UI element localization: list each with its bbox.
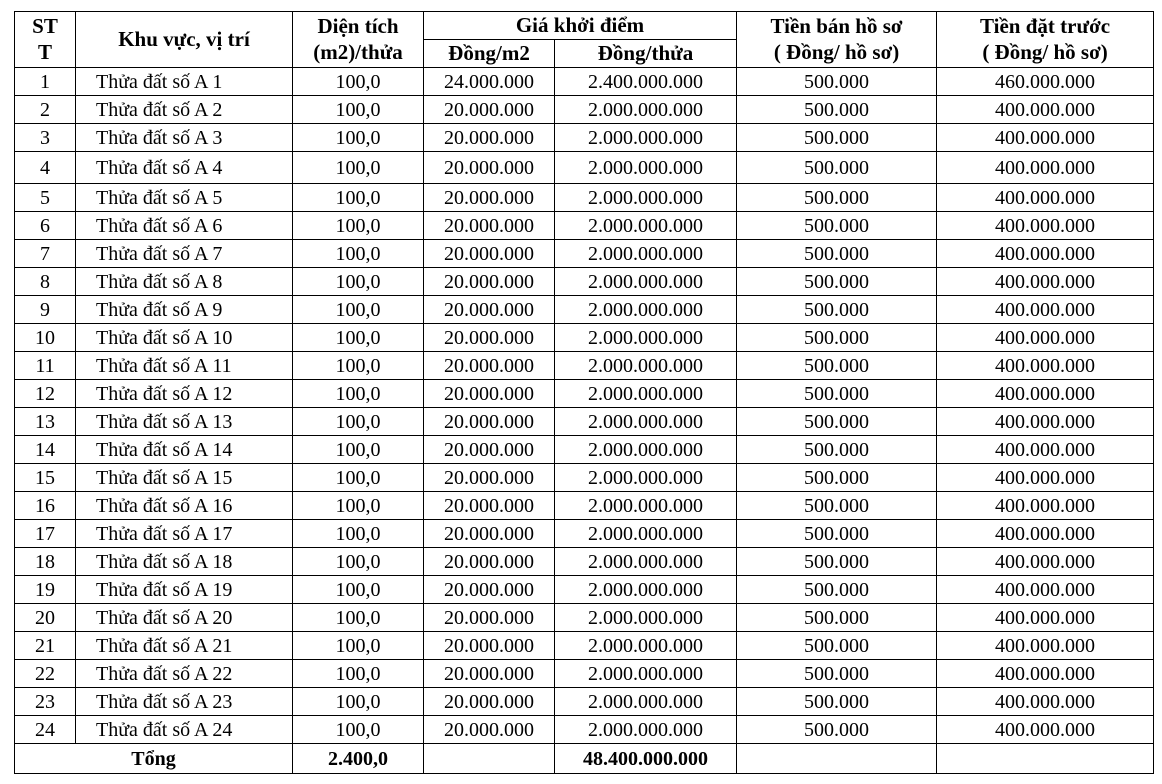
header-price-per-plot: Đồng/thửa bbox=[555, 40, 737, 68]
cell-fee: 500.000 bbox=[737, 660, 937, 688]
cell-area: 100,0 bbox=[293, 604, 424, 632]
cell-price-m2: 20.000.000 bbox=[424, 212, 555, 240]
cell-fee: 500.000 bbox=[737, 268, 937, 296]
cell-deposit: 400.000.000 bbox=[937, 688, 1154, 716]
cell-stt: 18 bbox=[15, 548, 76, 576]
table-row bbox=[15, 324, 1154, 352]
cell-fee: 500.000 bbox=[737, 96, 937, 124]
cell-fee: 500.000 bbox=[737, 68, 937, 96]
cell-location: Thửa đất số A 8 bbox=[76, 268, 293, 296]
cell-fee: 500.000 bbox=[737, 576, 937, 604]
cell-location: Thửa đất số A 4 bbox=[76, 152, 293, 184]
cell-price-m2: 20.000.000 bbox=[424, 408, 555, 436]
cell-location: Thửa đất số A 21 bbox=[76, 632, 293, 660]
cell-stt: 17 bbox=[15, 520, 76, 548]
cell-area: 100,0 bbox=[293, 688, 424, 716]
cell-location: Thửa đất số A 1 bbox=[76, 68, 293, 96]
table-row bbox=[15, 632, 1154, 660]
cell-fee: 500.000 bbox=[737, 152, 937, 184]
table-row bbox=[15, 296, 1154, 324]
cell-area: 100,0 bbox=[293, 296, 424, 324]
header-area bbox=[293, 12, 424, 68]
cell-price-m2: 20.000.000 bbox=[424, 604, 555, 632]
cell-fee: 500.000 bbox=[737, 240, 937, 268]
total-row bbox=[15, 744, 1154, 774]
cell-area: 100,0 bbox=[293, 716, 424, 744]
cell-area: 100,0 bbox=[293, 152, 424, 184]
header-fee-line2: ( Đồng/ hồ sơ) bbox=[773, 39, 900, 64]
cell-stt: 12 bbox=[15, 380, 76, 408]
cell-deposit: 400.000.000 bbox=[937, 576, 1154, 604]
cell-location: Thửa đất số A 12 bbox=[76, 380, 293, 408]
cell-stt: 23 bbox=[15, 688, 76, 716]
cell-area: 100,0 bbox=[293, 436, 424, 464]
table-row bbox=[15, 380, 1154, 408]
total-price-m2 bbox=[424, 744, 555, 774]
cell-price-m2: 20.000.000 bbox=[424, 324, 555, 352]
cell-area: 100,0 bbox=[293, 660, 424, 688]
cell-deposit: 400.000.000 bbox=[937, 492, 1154, 520]
cell-price-plot: 2.000.000.000 bbox=[555, 268, 737, 296]
cell-price-m2: 20.000.000 bbox=[424, 296, 555, 324]
cell-price-m2: 24.000.000 bbox=[424, 68, 555, 96]
cell-stt: 16 bbox=[15, 492, 76, 520]
cell-location: Thửa đất số A 15 bbox=[76, 464, 293, 492]
table-row bbox=[15, 408, 1154, 436]
cell-deposit: 400.000.000 bbox=[937, 520, 1154, 548]
header-fee-line1: Tiền bán hồ sơ bbox=[770, 14, 903, 39]
cell-deposit: 400.000.000 bbox=[937, 184, 1154, 212]
cell-location: Thửa đất số A 11 bbox=[76, 352, 293, 380]
cell-price-plot: 2.000.000.000 bbox=[555, 324, 737, 352]
table-row bbox=[15, 604, 1154, 632]
cell-deposit: 400.000.000 bbox=[937, 604, 1154, 632]
cell-fee: 500.000 bbox=[737, 436, 937, 464]
table-row bbox=[15, 124, 1154, 152]
cell-price-plot: 2.000.000.000 bbox=[555, 184, 737, 212]
cell-price-plot: 2.000.000.000 bbox=[555, 688, 737, 716]
cell-deposit: 400.000.000 bbox=[937, 296, 1154, 324]
cell-location: Thửa đất số A 18 bbox=[76, 548, 293, 576]
cell-price-m2: 20.000.000 bbox=[424, 240, 555, 268]
cell-location: Thửa đất số A 20 bbox=[76, 604, 293, 632]
cell-price-plot: 2.000.000.000 bbox=[555, 240, 737, 268]
table-row bbox=[15, 520, 1154, 548]
cell-deposit: 400.000.000 bbox=[937, 548, 1154, 576]
table-row bbox=[15, 716, 1154, 744]
table-row bbox=[15, 464, 1154, 492]
table-row bbox=[15, 660, 1154, 688]
cell-area: 100,0 bbox=[293, 268, 424, 296]
header-deposit-line2: ( Đồng/ hồ sơ) bbox=[982, 39, 1108, 64]
cell-price-plot: 2.000.000.000 bbox=[555, 660, 737, 688]
header-area-line2: (m2)/thửa bbox=[313, 39, 403, 64]
cell-price-m2: 20.000.000 bbox=[424, 660, 555, 688]
cell-area: 100,0 bbox=[293, 492, 424, 520]
total-fee bbox=[737, 744, 937, 774]
cell-price-m2: 20.000.000 bbox=[424, 520, 555, 548]
cell-price-plot: 2.000.000.000 bbox=[555, 520, 737, 548]
cell-price-m2: 20.000.000 bbox=[424, 124, 555, 152]
cell-price-plot: 2.000.000.000 bbox=[555, 632, 737, 660]
cell-area: 100,0 bbox=[293, 240, 424, 268]
cell-area: 100,0 bbox=[293, 68, 424, 96]
cell-stt: 7 bbox=[15, 240, 76, 268]
cell-price-m2: 20.000.000 bbox=[424, 688, 555, 716]
table-row bbox=[15, 184, 1154, 212]
table-row bbox=[15, 268, 1154, 296]
cell-fee: 500.000 bbox=[737, 548, 937, 576]
cell-fee: 500.000 bbox=[737, 408, 937, 436]
cell-location: Thửa đất số A 2 bbox=[76, 96, 293, 124]
cell-stt: 5 bbox=[15, 184, 76, 212]
cell-deposit: 460.000.000 bbox=[937, 68, 1154, 96]
cell-fee: 500.000 bbox=[737, 604, 937, 632]
land-auction-table-container bbox=[14, 11, 1154, 774]
header-location: Khu vực, vị trí bbox=[76, 12, 293, 68]
header-fee bbox=[737, 12, 937, 68]
cell-location: Thửa đất số A 19 bbox=[76, 576, 293, 604]
cell-stt: 13 bbox=[15, 408, 76, 436]
cell-price-plot: 2.000.000.000 bbox=[555, 436, 737, 464]
cell-price-m2: 20.000.000 bbox=[424, 184, 555, 212]
cell-deposit: 400.000.000 bbox=[937, 352, 1154, 380]
cell-stt: 14 bbox=[15, 436, 76, 464]
cell-price-plot: 2.000.000.000 bbox=[555, 296, 737, 324]
cell-deposit: 400.000.000 bbox=[937, 152, 1154, 184]
cell-fee: 500.000 bbox=[737, 688, 937, 716]
cell-location: Thửa đất số A 9 bbox=[76, 296, 293, 324]
cell-fee: 500.000 bbox=[737, 716, 937, 744]
cell-price-plot: 2.000.000.000 bbox=[555, 352, 737, 380]
land-auction-table bbox=[14, 11, 1154, 774]
cell-price-m2: 20.000.000 bbox=[424, 716, 555, 744]
cell-area: 100,0 bbox=[293, 352, 424, 380]
cell-price-plot: 2.000.000.000 bbox=[555, 604, 737, 632]
table-row bbox=[15, 240, 1154, 268]
cell-stt: 2 bbox=[15, 96, 76, 124]
cell-price-m2: 20.000.000 bbox=[424, 436, 555, 464]
cell-location: Thửa đất số A 23 bbox=[76, 688, 293, 716]
cell-area: 100,0 bbox=[293, 124, 424, 152]
cell-stt: 9 bbox=[15, 296, 76, 324]
cell-area: 100,0 bbox=[293, 408, 424, 436]
cell-stt: 21 bbox=[15, 632, 76, 660]
cell-fee: 500.000 bbox=[737, 296, 937, 324]
cell-fee: 500.000 bbox=[737, 520, 937, 548]
cell-stt: 20 bbox=[15, 604, 76, 632]
cell-stt: 22 bbox=[15, 660, 76, 688]
cell-area: 100,0 bbox=[293, 632, 424, 660]
cell-location: Thửa đất số A 10 bbox=[76, 324, 293, 352]
cell-fee: 500.000 bbox=[737, 324, 937, 352]
header-row-1 bbox=[15, 12, 1154, 40]
cell-area: 100,0 bbox=[293, 212, 424, 240]
cell-price-plot: 2.000.000.000 bbox=[555, 576, 737, 604]
cell-price-m2: 20.000.000 bbox=[424, 152, 555, 184]
cell-deposit: 400.000.000 bbox=[937, 212, 1154, 240]
cell-price-m2: 20.000.000 bbox=[424, 632, 555, 660]
header-price-per-m2: Đồng/m2 bbox=[424, 40, 555, 68]
cell-area: 100,0 bbox=[293, 548, 424, 576]
cell-stt: 6 bbox=[15, 212, 76, 240]
table-row bbox=[15, 688, 1154, 716]
cell-price-plot: 2.000.000.000 bbox=[555, 212, 737, 240]
cell-price-m2: 20.000.000 bbox=[424, 492, 555, 520]
cell-location: Thửa đất số A 22 bbox=[76, 660, 293, 688]
cell-area: 100,0 bbox=[293, 464, 424, 492]
table-body bbox=[15, 68, 1154, 744]
cell-deposit: 400.000.000 bbox=[937, 268, 1154, 296]
header-stt bbox=[15, 12, 76, 68]
cell-price-m2: 20.000.000 bbox=[424, 96, 555, 124]
cell-price-plot: 2.000.000.000 bbox=[555, 124, 737, 152]
cell-area: 100,0 bbox=[293, 184, 424, 212]
cell-fee: 500.000 bbox=[737, 492, 937, 520]
cell-stt: 15 bbox=[15, 464, 76, 492]
table-row bbox=[15, 436, 1154, 464]
cell-fee: 500.000 bbox=[737, 380, 937, 408]
cell-price-m2: 20.000.000 bbox=[424, 576, 555, 604]
cell-price-m2: 20.000.000 bbox=[424, 352, 555, 380]
header-deposit bbox=[937, 12, 1154, 68]
cell-stt: 10 bbox=[15, 324, 76, 352]
table-row bbox=[15, 492, 1154, 520]
cell-fee: 500.000 bbox=[737, 632, 937, 660]
cell-location: Thửa đất số A 5 bbox=[76, 184, 293, 212]
cell-fee: 500.000 bbox=[737, 464, 937, 492]
cell-area: 100,0 bbox=[293, 576, 424, 604]
cell-deposit: 400.000.000 bbox=[937, 660, 1154, 688]
cell-stt: 24 bbox=[15, 716, 76, 744]
cell-location: Thửa đất số A 3 bbox=[76, 124, 293, 152]
cell-location: Thửa đất số A 14 bbox=[76, 436, 293, 464]
cell-area: 100,0 bbox=[293, 520, 424, 548]
table-row bbox=[15, 548, 1154, 576]
cell-price-m2: 20.000.000 bbox=[424, 548, 555, 576]
table-row bbox=[15, 352, 1154, 380]
cell-price-plot: 2.000.000.000 bbox=[555, 464, 737, 492]
cell-price-m2: 20.000.000 bbox=[424, 464, 555, 492]
cell-fee: 500.000 bbox=[737, 184, 937, 212]
cell-stt: 11 bbox=[15, 352, 76, 380]
cell-location: Thửa đất số A 13 bbox=[76, 408, 293, 436]
cell-stt: 19 bbox=[15, 576, 76, 604]
cell-area: 100,0 bbox=[293, 96, 424, 124]
cell-deposit: 400.000.000 bbox=[937, 324, 1154, 352]
cell-area: 100,0 bbox=[293, 380, 424, 408]
cell-deposit: 400.000.000 bbox=[937, 96, 1154, 124]
total-deposit bbox=[937, 744, 1154, 774]
cell-location: Thửa đất số A 16 bbox=[76, 492, 293, 520]
cell-stt: 1 bbox=[15, 68, 76, 96]
cell-deposit: 400.000.000 bbox=[937, 632, 1154, 660]
cell-stt: 4 bbox=[15, 152, 76, 184]
cell-fee: 500.000 bbox=[737, 352, 937, 380]
cell-deposit: 400.000.000 bbox=[937, 716, 1154, 744]
total-area: 2.400,0 bbox=[293, 744, 424, 774]
cell-location: Thửa đất số A 7 bbox=[76, 240, 293, 268]
cell-deposit: 400.000.000 bbox=[937, 436, 1154, 464]
cell-price-plot: 2.000.000.000 bbox=[555, 548, 737, 576]
cell-stt: 8 bbox=[15, 268, 76, 296]
cell-price-plot: 2.000.000.000 bbox=[555, 380, 737, 408]
table-footer bbox=[15, 744, 1154, 774]
table-row bbox=[15, 96, 1154, 124]
cell-price-plot: 2.000.000.000 bbox=[555, 408, 737, 436]
header-starting-price: Giá khởi điểm bbox=[424, 12, 737, 40]
cell-deposit: 400.000.000 bbox=[937, 240, 1154, 268]
total-label: Tổng bbox=[15, 744, 293, 774]
header-deposit-line1: Tiền đặt trước bbox=[980, 14, 1111, 39]
cell-location: Thửa đất số A 17 bbox=[76, 520, 293, 548]
table-row bbox=[15, 152, 1154, 184]
cell-fee: 500.000 bbox=[737, 124, 937, 152]
cell-area: 100,0 bbox=[293, 324, 424, 352]
table-row bbox=[15, 576, 1154, 604]
cell-stt: 3 bbox=[15, 124, 76, 152]
cell-deposit: 400.000.000 bbox=[937, 464, 1154, 492]
cell-deposit: 400.000.000 bbox=[937, 408, 1154, 436]
cell-deposit: 400.000.000 bbox=[937, 124, 1154, 152]
cell-price-plot: 2.000.000.000 bbox=[555, 492, 737, 520]
cell-price-m2: 20.000.000 bbox=[424, 380, 555, 408]
cell-deposit: 400.000.000 bbox=[937, 380, 1154, 408]
cell-location: Thửa đất số A 24 bbox=[76, 716, 293, 744]
table-row bbox=[15, 68, 1154, 96]
cell-price-plot: 2.000.000.000 bbox=[555, 716, 737, 744]
table-header bbox=[15, 12, 1154, 68]
cell-price-plot: 2.000.000.000 bbox=[555, 96, 737, 124]
cell-price-m2: 20.000.000 bbox=[424, 268, 555, 296]
total-price-plot: 48.400.000.000 bbox=[555, 744, 737, 774]
header-stt-line2: T bbox=[37, 39, 52, 64]
cell-price-plot: 2.400.000.000 bbox=[555, 68, 737, 96]
cell-location: Thửa đất số A 6 bbox=[76, 212, 293, 240]
table-row bbox=[15, 212, 1154, 240]
cell-price-plot: 2.000.000.000 bbox=[555, 152, 737, 184]
header-stt-line1: ST bbox=[32, 14, 58, 39]
header-area-line1: Diện tích bbox=[317, 14, 399, 39]
cell-fee: 500.000 bbox=[737, 212, 937, 240]
